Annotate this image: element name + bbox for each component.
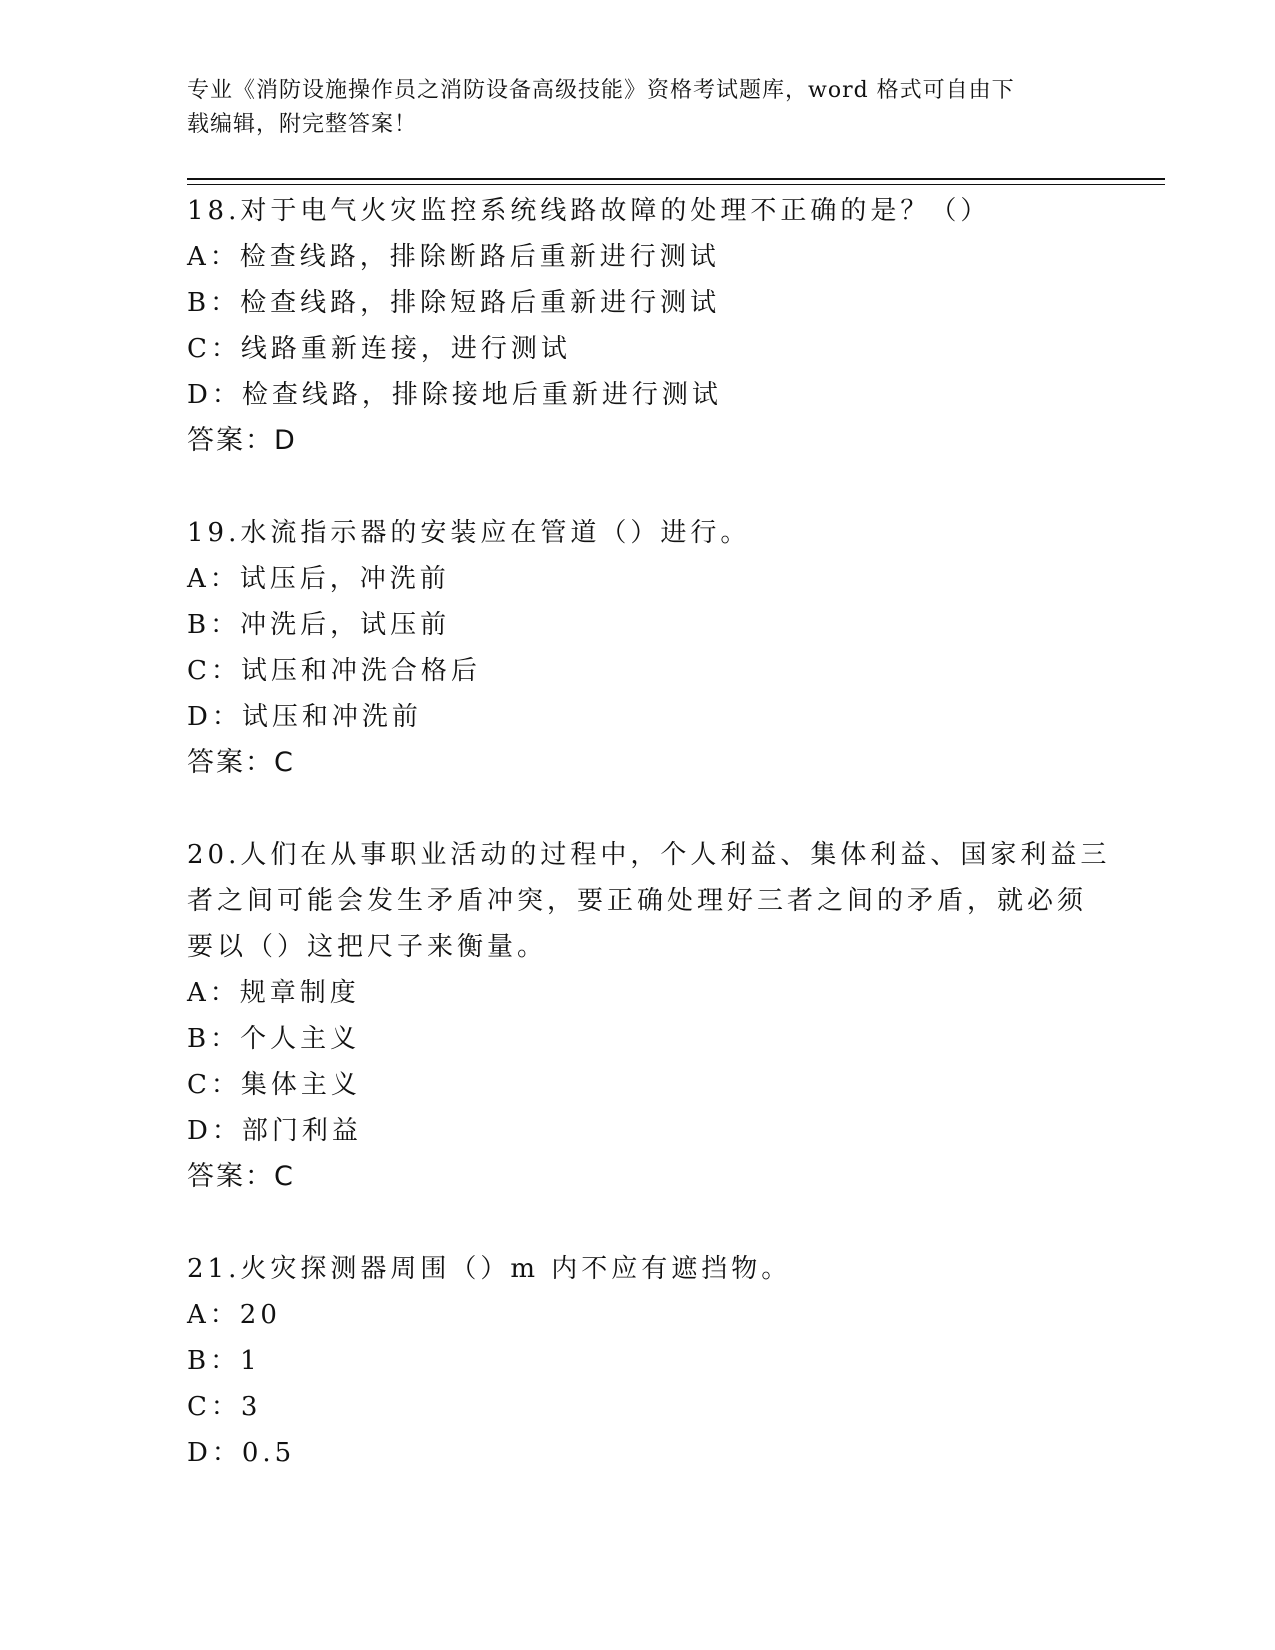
question-list: [187, 188, 1111, 1476]
option-b: B：1: [187, 1346, 261, 1376]
header-line-1: 专业《消防设施操作员之消防设备高级技能》资格考试题库，word 格式可自由下: [187, 78, 1015, 103]
answer-line: 答案：C: [187, 747, 295, 778]
option-c: C：集体主义: [187, 1070, 361, 1100]
header-divider-thick: [187, 178, 1165, 180]
option-a: A：20: [187, 1300, 281, 1330]
option-c: C：3: [187, 1392, 262, 1422]
spacer: [187, 786, 1107, 832]
option-d: D：0.5: [187, 1438, 296, 1468]
header-divider-thin: [187, 184, 1165, 185]
option-a: A：规章制度: [187, 978, 360, 1008]
option-a: A：检查线路，排除断路后重新进行测试: [187, 242, 720, 272]
header-line-2: 载编辑，附完整答案！: [187, 112, 418, 137]
answer-line: 答案：C: [187, 1161, 295, 1192]
spacer: [187, 464, 1107, 510]
question-stem: 19.水流指示器的安装应在管道（）进行。: [187, 518, 751, 548]
question-21: [187, 1246, 1107, 1476]
question-20: [187, 832, 1111, 1200]
question-stem: 21.火灾探测器周围（）m 内不应有遮挡物。: [187, 1254, 792, 1284]
option-b: B：个人主义: [187, 1024, 361, 1054]
option-d: D：部门利益: [187, 1116, 362, 1146]
option-a: A：试压后，冲洗前: [187, 564, 450, 594]
question-stem-line-1: 20.人们在从事职业活动的过程中，个人利益、集体利益、国家利益三: [187, 840, 1111, 870]
option-d: D：检查线路，排除接地后重新进行测试: [187, 380, 722, 410]
question-stem: 18.对于电气火灾监控系统线路故障的处理不正确的是？（）: [187, 196, 991, 226]
option-d: D：试压和冲洗前: [187, 702, 422, 732]
option-b: B：检查线路，排除短路后重新进行测试: [187, 288, 721, 318]
document-header: [187, 74, 1087, 142]
question-stem-line-3: 要以（）这把尺子来衡量。: [187, 932, 548, 962]
question-stem-line-2: 者之间可能会发生矛盾冲突，要正确处理好三者之间的矛盾，就必须: [187, 886, 1088, 916]
option-c: C：试压和冲洗合格后: [187, 656, 481, 686]
answer-line: 答案：D: [187, 425, 297, 456]
option-b: B：冲洗后，试压前: [187, 610, 451, 640]
question-18: [187, 188, 1107, 464]
option-c: C：线路重新连接，进行测试: [187, 334, 571, 364]
question-19: [187, 510, 1107, 786]
spacer: [187, 1200, 1107, 1246]
